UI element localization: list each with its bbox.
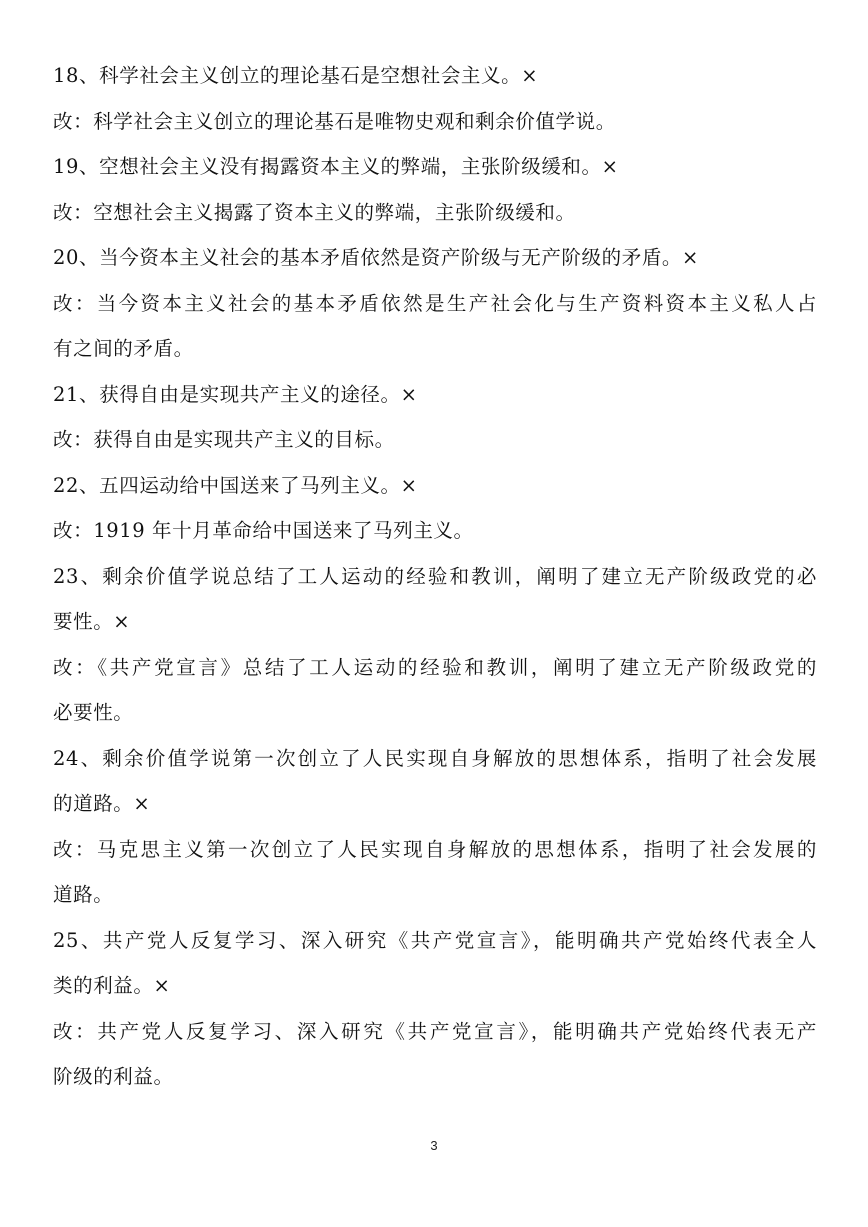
- text-line-22: 改：共产党人反复学习、深入研究《共产党宣言》，能明确共产党始终代表无产: [53, 1019, 817, 1043]
- text-line-16: 24、剩余价值学说第一次创立了人民实现自身解放的思想体系，指明了社会发展: [53, 746, 817, 770]
- text-line-3: 19、空想社会主义没有揭露资本主义的弊端，主张阶级缓和。×: [53, 155, 619, 178]
- text-line-21: 类的利益。×: [53, 974, 171, 997]
- text-line-11: 改：1919 年十月革命给中国送来了马列主义。: [53, 519, 474, 542]
- text-line-5: 20、当今资本主义社会的基本矛盾依然是资产阶级与无产阶级的矛盾。×: [53, 246, 699, 269]
- text-line-13: 要性。×: [53, 610, 131, 633]
- text-line-2: 改：科学社会主义创立的理论基石是唯物史观和剩余价值学说。: [53, 109, 616, 133]
- text-line-12: 23、剩余价值学说总结了工人运动的经验和教训，阐明了建立无产阶级政党的必: [53, 564, 817, 588]
- text-line-8: 21、获得自由是实现共产主义的途径。×: [53, 382, 418, 406]
- document-body: [53, 53, 817, 1100]
- text-line-17: 的道路。×: [53, 792, 151, 815]
- text-line-6: 改：当今资本主义社会的基本矛盾依然是生产社会化与生产资料资本主义私人占: [53, 291, 817, 315]
- text-line-10: 22、五四运动给中国送来了马列主义。×: [53, 473, 418, 497]
- text-line-9: 改：获得自由是实现共产主义的目标。: [53, 428, 395, 451]
- text-line-14: 改：《共产党宣言》总结了工人运动的经验和教训，阐明了建立无产阶级政党的: [53, 655, 817, 679]
- page-number: 3: [430, 1138, 438, 1153]
- text-line-18: 改：马克思主义第一次创立了人民实现自身解放的思想体系，指明了社会发展的: [53, 837, 817, 861]
- text-line-23: 阶级的利益。: [53, 1065, 174, 1088]
- text-line-19: 道路。: [53, 883, 114, 906]
- text-line-4: 改：空想社会主义揭露了资本主义的弊端，主张阶级缓和。: [53, 200, 576, 224]
- text-line-7: 有之间的矛盾。: [53, 337, 194, 360]
- text-line-20: 25、共产党人反复学习、深入研究《共产党宣言》，能明确共产党始终代表全人: [53, 928, 817, 952]
- text-line-15: 必要性。: [53, 701, 134, 724]
- text-line-1: 18、科学社会主义创立的理论基石是空想社会主义。×: [53, 64, 539, 87]
